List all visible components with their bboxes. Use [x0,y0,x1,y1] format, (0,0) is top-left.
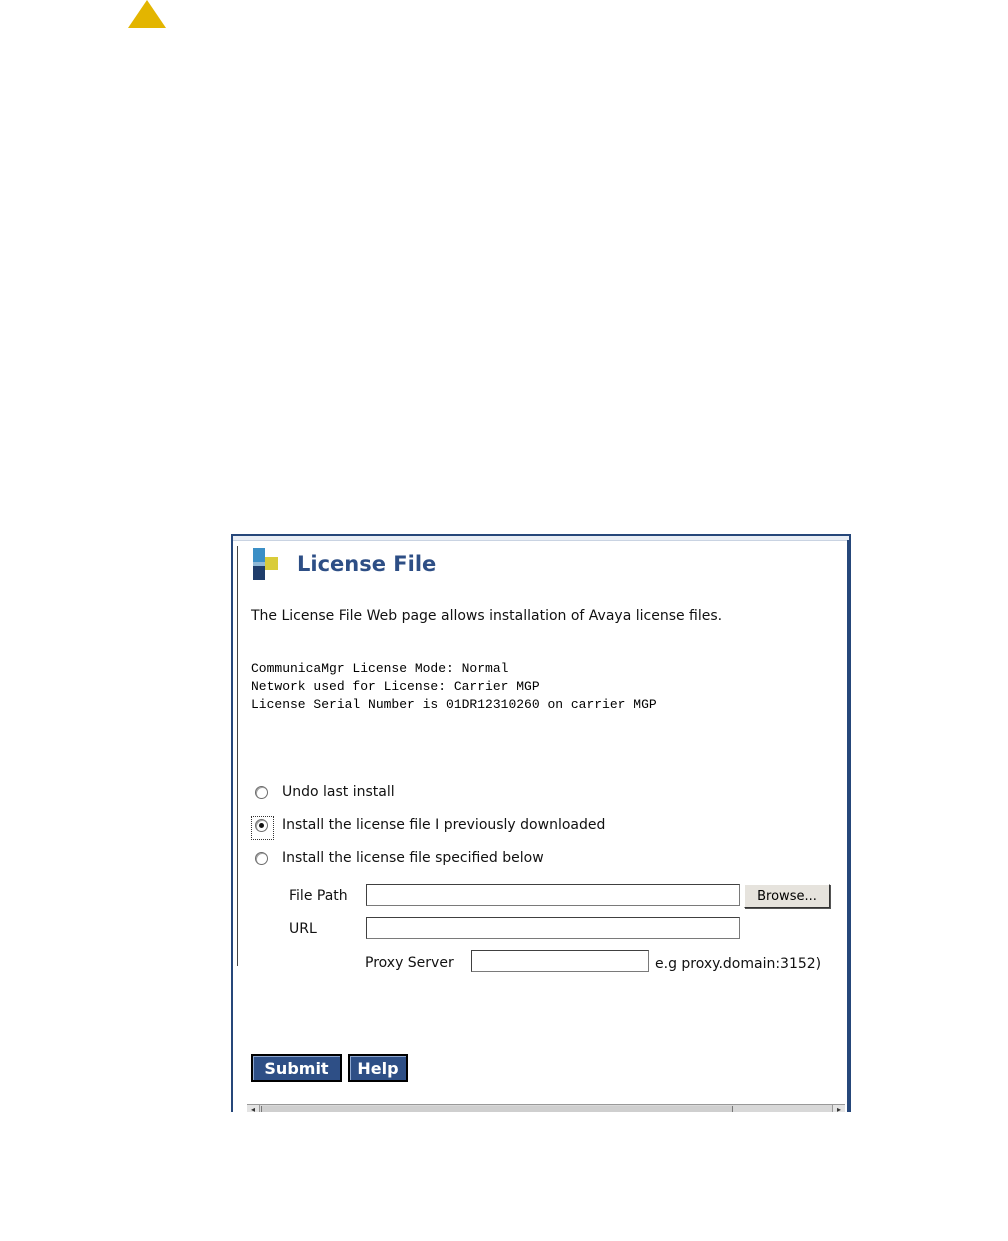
proxy-server-label: Proxy Server [365,955,454,971]
submit-button[interactable]: Submit [251,1054,342,1082]
intro-text: The License File Web page allows installation of Avaya license files. [251,608,723,624]
undo-install-label: Undo last install [282,784,395,800]
license-file-screenshot [231,534,851,1112]
install-downloaded-radio[interactable] [255,819,268,832]
focus-outline [251,816,274,840]
url-input[interactable] [366,917,740,939]
undo-install-radio[interactable] [255,786,268,799]
help-button[interactable]: Help [348,1054,408,1082]
file-path-label: File Path [289,888,348,904]
horizontal-scrollbar[interactable] [247,1104,845,1112]
scroll-left-icon[interactable]: ◂ [247,1105,260,1112]
scrollbar-thumb[interactable] [261,1106,733,1112]
proxy-server-input[interactable] [471,950,649,972]
license-serial-line: License Serial Number is 01DR12310260 on carrier MGP [251,697,657,712]
option-install-specified[interactable] [255,848,544,868]
browse-button[interactable]: Browse... [744,884,830,908]
file-path-input[interactable] [366,884,740,906]
url-label: URL [289,921,317,937]
option-undo-install[interactable] [255,782,395,802]
license-network-line: Network used for License: Carrier MGP [251,679,540,694]
scroll-right-icon[interactable]: ▸ [832,1105,845,1112]
page-title: License File [297,552,437,576]
avaya-logo-icon [253,548,279,580]
install-specified-radio[interactable] [255,852,268,865]
left-frame-edge [233,546,238,966]
caution-triangle-icon [128,0,166,28]
proxy-hint: e.g proxy.domain:3152) [655,956,822,972]
license-mode-line: CommunicaMgr License Mode: Normal [251,661,509,676]
option-install-downloaded[interactable] [255,815,605,835]
install-downloaded-label: Install the license file I previously downloaded [282,817,606,833]
right-frame-edge [847,540,849,1112]
window-top-strip [233,536,849,541]
install-specified-label: Install the license file specified below [282,850,544,866]
